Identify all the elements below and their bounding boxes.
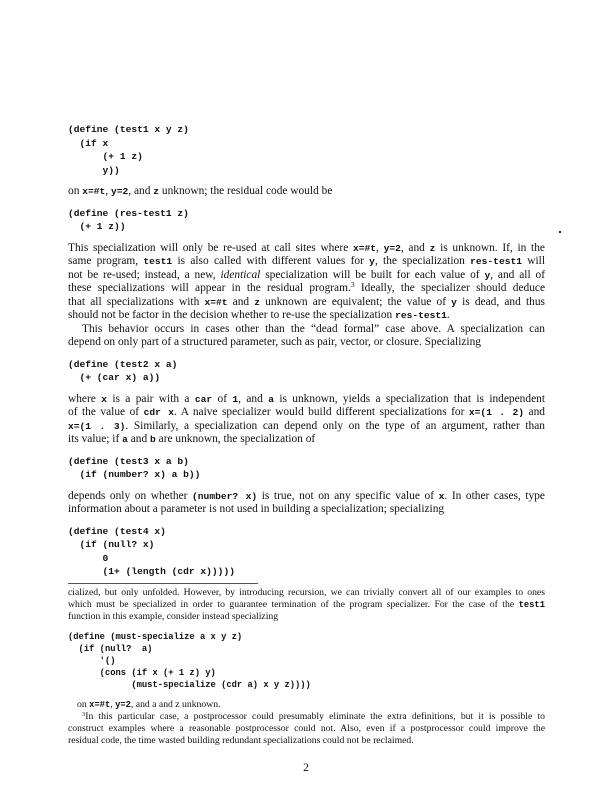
footnote-rule — [68, 583, 258, 584]
text-line — [68, 503, 545, 517]
text-run: , — [110, 698, 116, 710]
inline-code: x=(1 . 2) — [468, 407, 525, 418]
paragraph-behavior — [68, 323, 545, 350]
inline-code: x=#t — [82, 186, 106, 197]
page-body — [68, 123, 545, 747]
text-run: on — [68, 185, 83, 197]
text-run: depend on only part of a structured parameter, such as pair, vector, or closure. Specializing — [68, 336, 481, 348]
inline-code: x — [438, 490, 445, 502]
inline-code: x — [101, 393, 107, 405]
code-test2: (define (test2 x a) (+ (car x) a)) — [68, 358, 178, 383]
text-line — [68, 269, 545, 283]
text-run: unknown are equivalent; the value of — [260, 295, 452, 308]
inline-code: 1 — [232, 393, 239, 405]
text-run: , and all of — [490, 268, 545, 281]
text-line — [68, 185, 545, 199]
paragraph-dead-formal — [68, 242, 545, 323]
code-res-test1: (define (res-test1 z) (+ 1 z)) — [68, 207, 189, 232]
text-run: , and — [238, 392, 269, 405]
inline-code: test1 — [143, 256, 173, 267]
footnote-continuation — [68, 587, 545, 623]
text-run: will — [521, 255, 545, 267]
text-line — [68, 433, 545, 447]
inline-code: res-test1 — [395, 310, 447, 321]
text-line — [68, 611, 545, 623]
text-run: should not be factor in the decision whether to re-use the specialization — [68, 309, 396, 321]
text-run: is a pair with a — [106, 392, 195, 405]
text-line — [68, 323, 545, 337]
text-line — [68, 711, 545, 723]
inline-code: z — [429, 242, 436, 254]
text-run: of the value of — [68, 406, 144, 418]
text-run: , and a and z unknown. — [130, 698, 221, 710]
inline-code: test1 — [518, 599, 545, 610]
text-line — [68, 735, 545, 747]
text-run: and — [524, 406, 545, 418]
text-run: depends only on whether — [68, 489, 193, 502]
code-test3: (define (test3 x a b) (if (number? x) a b)) — [68, 455, 201, 480]
text-run: is also called with different values for — [172, 255, 370, 267]
text-run: these specializations will appear in the residual program. — [68, 282, 351, 294]
text-run: , the specialization — [374, 255, 471, 267]
inline-code: y=2 — [115, 699, 131, 710]
inline-code: x=#t — [352, 242, 377, 254]
code-test1: (define (test1 x y z) (if x (+ 1 z) y)) — [68, 124, 189, 176]
text-line — [68, 255, 545, 269]
text-run: and — [227, 295, 255, 308]
text-run: . In other cases, type — [444, 489, 545, 502]
text-run: and — [127, 433, 151, 445]
text-line — [68, 393, 545, 407]
text-run: In this particular case, a postprocessor could presumably eliminate the extra definitions, but it is possible to — [85, 710, 545, 722]
scan-speck — [559, 231, 561, 233]
text-run: specialization will be built for each value of — [260, 268, 485, 281]
inline-code: y — [369, 256, 375, 267]
text-run: cialized, but only unfolded. However, by introducing recursion, we can trivially convert all of our examples to ones — [68, 586, 545, 598]
text-run: , — [376, 241, 384, 254]
text-line — [68, 242, 545, 256]
inline-code: x=(1 . 3) — [68, 420, 126, 432]
inline-code: y=2 — [110, 186, 129, 197]
text-line — [68, 420, 545, 434]
text-run: which must be specialized in order to guarantee termination of the program specializer. For the case of the — [68, 598, 519, 610]
text-run: its value; if — [68, 433, 123, 445]
text-run: unknown; the residual code would be — [159, 185, 333, 197]
text-line — [68, 296, 545, 310]
text-line — [68, 723, 545, 735]
text-run: This behavior occurs in cases other than the “dead formal” case above. A specialization can — [82, 322, 545, 335]
footnote-3 — [68, 711, 545, 747]
text-line — [68, 599, 545, 611]
text-run: information about a parameter is not used in building a specialization; specializing — [68, 503, 445, 515]
text-run: , and — [400, 241, 430, 254]
text-run: that all specializations with — [68, 295, 205, 308]
footnote-marker: 3 — [350, 280, 355, 289]
text-run: Ideally, the specializer should deduce — [354, 282, 545, 294]
text-run: is unknown, yields a specialization that is independent — [273, 392, 545, 405]
text-run: where — [68, 392, 102, 405]
text-run: . — [446, 309, 450, 321]
inline-code: y=2 — [383, 242, 401, 254]
footnotes — [68, 587, 545, 747]
text-run: residual code, the time wasted building redundant specializations could not be reclaimed. — [68, 734, 414, 746]
inline-code: x=#t — [89, 699, 111, 710]
code-must-specialize: (define (must-specialize a x y z) (if (null? a) '() (cons (if x (+ 1 z) y) (must-specialize (cdr a) x y z)))) — [68, 631, 311, 690]
inline-code: a — [268, 393, 274, 405]
text-run: construct examples where a reasonable postprocessor could not. Also, even if a postprocessor could improve the — [68, 722, 545, 734]
text-run: not be re-used; instead, a new, — [68, 268, 221, 281]
text-run: is true, not on any specific value of — [257, 489, 439, 502]
inline-code: x=#t — [204, 296, 228, 308]
text-run: of — [212, 392, 233, 405]
text-line — [68, 490, 545, 504]
text-line — [68, 587, 545, 599]
inline-code: cdr x — [143, 407, 175, 418]
paragraph-type — [68, 490, 545, 517]
text-run: are unknown, the specialization of — [155, 433, 316, 445]
emphasis: identical — [220, 268, 261, 281]
inline-code: z — [153, 186, 160, 197]
text-run: on — [77, 698, 90, 710]
text-run: This specialization will only be re-used at call sites where — [68, 241, 353, 254]
footnote-on-line — [68, 699, 545, 711]
code-test4: (define (test4 x) (if (null? x) 0 (1+ (length (cdr x))))) — [68, 525, 235, 577]
page-number: 2 — [303, 762, 309, 774]
inline-code: z — [254, 296, 261, 308]
inline-code: y — [451, 296, 457, 308]
footnote-marker: 3 — [82, 710, 86, 718]
text-run: is dead, and thus — [456, 295, 545, 308]
inline-code: res-test1 — [470, 256, 522, 267]
text-line — [68, 336, 545, 350]
inline-code: car — [194, 393, 213, 405]
text-line — [68, 309, 545, 323]
text-line — [68, 282, 545, 296]
text-run: . Similarly, a specialization can depend only on the type of an argument, rather than — [125, 419, 545, 432]
inline-code: a — [122, 434, 128, 445]
text-run: is unknown. If, in the — [435, 241, 545, 254]
inline-code: (number? x) — [192, 490, 258, 502]
paragraph-pair — [68, 393, 545, 447]
text-run: , — [105, 185, 111, 197]
text-run: . A naive specializer would build different specializations for — [174, 406, 469, 418]
text-line — [68, 406, 545, 420]
text-run: function in this example, consider instead specializing — [68, 610, 279, 622]
text-run: , and — [128, 185, 154, 197]
inline-code: b — [150, 434, 156, 445]
inline-code: y — [484, 269, 491, 281]
text-run: same program, — [68, 255, 144, 267]
